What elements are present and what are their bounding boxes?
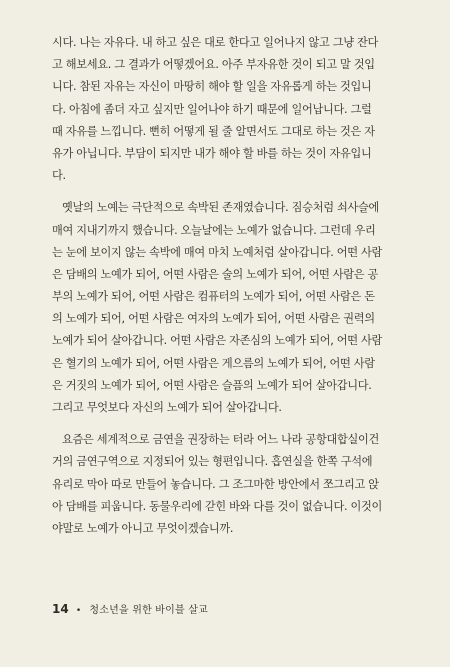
body-text: [52, 32, 424, 540]
page-footer: [52, 601, 208, 616]
text-line: 요즘은 세계적으로 금연을 권장하는 터라 어느 나라 공항대합실이건: [62, 433, 379, 447]
text-line: 은 담배의 노예가 되어, 어떤 사람은 술의 노예가 되어, 어떤 사람은 공: [52, 267, 379, 281]
text-line: 유가 아닙니다. 부담이 되지만 내가 해야 할 바를 하는 것이 자유입니: [52, 146, 372, 160]
text-line: 니다. 참된 자유는 자신이 마땅히 해야 할 일을 자유롭게 하는 것입니: [52, 80, 372, 94]
text-line: 노예가 되어 살아갑니다. 어떤 사람은 자존심의 노예가 되어, 어떤 사람: [52, 334, 383, 348]
text-line: 거의 금연구역으로 지정되어 있는 형편입니다. 흡연실을 한쪽 구석에: [52, 455, 373, 469]
text-line: 은 혈기의 노예가 되어, 어떤 사람은 게으름의 노예가 되어, 어떤 사람: [52, 356, 375, 370]
text-line: 매여 지내기까지 했습니다. 오늘날에는 노예가 없습니다. 그런데 우리: [52, 223, 376, 237]
text-line: 야말로 노예가 아니고 무엇이겠습니까.: [52, 521, 234, 535]
page-number: 14: [52, 602, 69, 616]
footer-separator: •: [75, 606, 82, 616]
text-line: 는 눈에 보이지 않는 속박에 매여 마치 노예처럼 살아갑니다. 어떤 사람: [52, 245, 383, 259]
text-line: 은 거짓의 노예가 되어, 어떤 사람은 슬픔의 노예가 되어 살아갑니다.: [52, 378, 372, 392]
text-line: 의 노예가 되어, 어떤 사람은 여자의 노예가 되어, 어떤 사람은 권력의: [52, 312, 375, 326]
text-line: 다.: [52, 169, 66, 183]
text-line: 그리고 무엇보다 자신의 노예가 되어 살아갑니다.: [52, 401, 282, 414]
running-title: 청소년을 위한 바이블 살교: [89, 605, 208, 616]
text-line: 시다. 나는 자유다. 내 하고 싶은 대로 한다고 일어나지 않고 그냥 잔다: [52, 36, 379, 49]
text-line: 다. 아침에 좀더 자고 싶지만 일어나야 하기 때문에 일어납니다. 그럴: [52, 102, 372, 116]
paragraph-spacer: [52, 419, 424, 429]
text-line: 아 담배를 피웁니다. 동물우리에 갇힌 바와 다를 것이 없습니다. 이것이: [52, 499, 383, 513]
text-line: 때 자유를 느낍니다. 뻔히 어떻게 될 줄 알면서도 그대로 하는 것은 자: [52, 124, 375, 138]
text-line: 유리로 막아 따로 만들어 놓습니다. 그 조그마한 방안에서 쪼그리고 앉: [52, 477, 379, 491]
text-line: 부의 노예가 되어, 어떤 사람은 컴퓨터의 노예가 되어, 어떤 사람은 돈: [52, 290, 375, 304]
text-line: 고 해보세요. 그 결과가 어떻겠어요. 아주 부자유한 것이 되고 말 것입: [52, 58, 375, 72]
paragraph-spacer: [52, 187, 424, 197]
text-line: 옛날의 노예는 극단적으로 속박된 존재였습니다. 짐승처럼 쇠사슬에: [62, 201, 379, 215]
